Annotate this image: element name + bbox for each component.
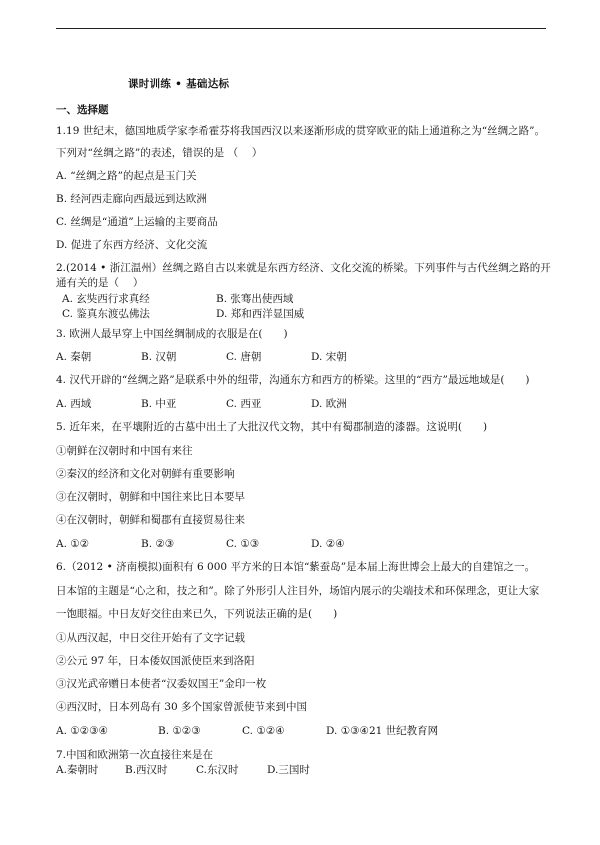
q7-option-d: D.三国时 <box>267 764 310 776</box>
q5-statement-2: ②秦汉的经济和文化对朝鲜有重要影响 <box>56 468 235 480</box>
q6-option-b: B. ①②③ <box>158 725 201 737</box>
q5-statement-4: ④在汉朝时，朝鲜和蜀郡有直接贸易往来 <box>56 514 245 526</box>
q2-option-b: B. 张骞出使西域 <box>216 293 294 305</box>
q6-statement-2: ②公元 97 年，日本倭奴国派使臣来到洛阳 <box>56 655 255 667</box>
q2-option-c: C. 鉴真东渡弘佛法 <box>62 308 150 320</box>
q5-statement-3: ③在汉朝时，朝鲜和中国往来比日本要早 <box>56 491 245 503</box>
q3-option-d: D. 宋朝 <box>311 351 347 363</box>
q5-option-d: D. ②④ <box>311 538 345 550</box>
q7-stem: 7.中国和欧洲第一次直接往来是在 <box>56 749 214 761</box>
q6-statement-4: ④西汉时，日本列岛有 30 多个国家曾派使节来到中国 <box>56 701 308 713</box>
q4-option-d: D. 欧洲 <box>311 398 347 410</box>
section-heading: 一、选择题 <box>56 104 109 116</box>
q3-option-c: C. 唐朝 <box>226 351 262 363</box>
page-title: 课时训练 • 基础达标 <box>128 78 230 90</box>
q2-stem-line1: 2.(2014 • 浙江温州）丝绸之路自古以来就是东西方经济、文化交流的桥梁。下列事件与古代丝绸之路的开 <box>56 262 551 274</box>
q1-stem-line1: 1.19 世纪末，德国地质学家李希霍芬将我国西汉以来逐渐形成的贯穿欧亚的陆上通道称之为“丝绸之路”。 <box>56 125 545 137</box>
q6-option-a: A. ①②③④ <box>56 725 108 737</box>
q1-option-a: A. “丝绸之路”的起点是玉门关 <box>56 170 197 182</box>
q6-option-d: D. ①③④21 世纪教育网 <box>326 725 439 737</box>
q5-option-b: B. ②③ <box>141 538 175 550</box>
q4-option-b: B. 中亚 <box>141 398 177 410</box>
q7-option-c: C.东汉时 <box>196 764 239 776</box>
q1-option-c: C. 丝绸是“通道”上运输的主要商品 <box>56 216 218 228</box>
q7-option-a: A.秦朝时 <box>56 764 99 776</box>
q6-stem-line1: 6.（2012 • 济南模拟)面积有 6 000 平方米的日本馆“紫蚕岛”是本届上海世博会上最大的自建馆之一。 <box>56 561 536 573</box>
q1-option-d: D. 促进了东西方经济、文化交流 <box>56 239 208 251</box>
q1-stem-line2: 下列对“丝绸之路”的表述，错误的是 （ ） <box>56 147 263 159</box>
q6-stem-line2: 日本馆的主题是“心之和，技之和”。除了外形引人注目外，场馆内展示的尖端技术和环保理念，更让大家 <box>56 585 540 597</box>
q4-option-a: A. 西域 <box>56 398 92 410</box>
q6-statement-3: ③汉光武帝赠日本使者“汉委奴国王”金印一枚 <box>56 678 267 690</box>
q2-stem-line2: 通有关的是（ ） <box>56 277 144 289</box>
header-rule <box>56 28 546 29</box>
q4-option-c: C. 西亚 <box>226 398 262 410</box>
q4-stem: 4. 汉代开辟的“丝绸之路”是联系中外的纽带，沟通东方和西方的桥梁。这里的“西方”最远地域是( ) <box>56 374 530 386</box>
q5-option-c: C. ①③ <box>226 538 260 550</box>
q1-option-b: B. 经河西走廊向西最远到达欧洲 <box>56 193 207 205</box>
q2-option-d: D. 郑和西洋显国威 <box>216 308 305 320</box>
q5-stem: 5. 近年来，在平壤附近的古墓中出土了大批汉代文物，其中有蜀郡制造的漆器。这说明( ) <box>56 421 488 433</box>
q3-option-a: A. 秦朝 <box>56 351 92 363</box>
q6-option-c: C. ①②④ <box>242 725 285 737</box>
q2-option-a: A. 玄奘西行求真经 <box>62 293 150 305</box>
q3-option-b: B. 汉朝 <box>141 351 177 363</box>
q6-stem-line3: 一饱眼福。中日友好交往由来已久，下列说法正确的是( ) <box>56 608 338 620</box>
q7-option-b: B.西汉时 <box>125 764 168 776</box>
q3-stem: 3. 欧洲人最早穿上中国丝绸制成的衣服是在( ) <box>56 328 288 340</box>
q6-statement-1: ①从西汉起，中日交往开始有了文字记载 <box>56 632 245 644</box>
q5-option-a: A. ①② <box>56 538 90 550</box>
q5-statement-1: ①朝鲜在汉朝时和中国有来往 <box>56 445 193 457</box>
